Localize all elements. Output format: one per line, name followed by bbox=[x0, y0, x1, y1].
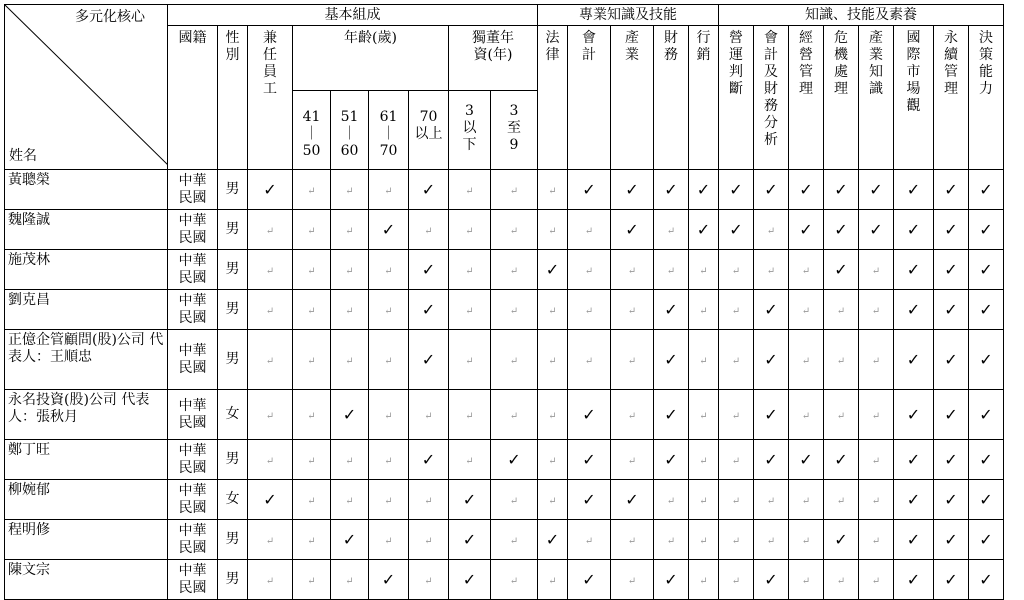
empty-cell bbox=[293, 440, 331, 480]
header-know-5: 國際市場觀 bbox=[894, 26, 934, 170]
nationality-cell: 中華民國 bbox=[168, 210, 218, 250]
empty-cell bbox=[293, 520, 331, 560]
empty-cell bbox=[824, 480, 859, 520]
empty-cell bbox=[248, 290, 293, 330]
empty-cell bbox=[409, 520, 449, 560]
check-mark-icon: ✓ bbox=[689, 170, 719, 210]
empty-cell bbox=[824, 560, 859, 600]
empty-cell bbox=[293, 250, 331, 290]
empty-cell bbox=[538, 170, 568, 210]
empty-cell bbox=[293, 480, 331, 520]
empty-cell bbox=[491, 560, 538, 600]
check-mark-icon: ✓ bbox=[969, 480, 1004, 520]
empty-cell bbox=[654, 210, 689, 250]
check-mark-icon: ✓ bbox=[934, 560, 969, 600]
table-row bbox=[5, 440, 1004, 480]
empty-cell bbox=[538, 440, 568, 480]
check-mark-icon: ✓ bbox=[789, 170, 824, 210]
empty-cell bbox=[449, 390, 491, 440]
empty-cell bbox=[538, 560, 568, 600]
empty-cell bbox=[409, 390, 449, 440]
board-diversity-table bbox=[4, 4, 1004, 600]
empty-cell bbox=[859, 560, 894, 600]
nationality-cell: 中華民國 bbox=[168, 170, 218, 210]
check-mark-icon: ✓ bbox=[894, 480, 934, 520]
empty-cell bbox=[491, 480, 538, 520]
empty-cell bbox=[491, 210, 538, 250]
gender-cell: 女 bbox=[218, 480, 248, 520]
check-mark-icon: ✓ bbox=[568, 480, 611, 520]
check-mark-icon: ✓ bbox=[824, 210, 859, 250]
empty-cell bbox=[491, 290, 538, 330]
director-name: 程明修 bbox=[5, 520, 168, 560]
empty-cell bbox=[369, 290, 409, 330]
nationality-cell: 中華民國 bbox=[168, 480, 218, 520]
empty-cell bbox=[248, 520, 293, 560]
empty-cell bbox=[409, 480, 449, 520]
empty-cell bbox=[369, 520, 409, 560]
nationality-cell: 中華民國 bbox=[168, 330, 218, 390]
empty-cell bbox=[293, 170, 331, 210]
empty-cell bbox=[538, 390, 568, 440]
check-mark-icon: ✓ bbox=[824, 520, 859, 560]
group-knowledge-header: 知識、技能及素養 bbox=[719, 5, 1004, 26]
table-row bbox=[5, 250, 1004, 290]
check-mark-icon: ✓ bbox=[568, 170, 611, 210]
check-mark-icon: ✓ bbox=[248, 170, 293, 210]
empty-cell bbox=[369, 390, 409, 440]
empty-cell bbox=[369, 440, 409, 480]
empty-cell bbox=[248, 330, 293, 390]
empty-cell bbox=[689, 520, 719, 560]
empty-cell bbox=[689, 390, 719, 440]
empty-cell bbox=[248, 210, 293, 250]
director-name: 陳文宗 bbox=[5, 560, 168, 600]
header-age: 年齡(歲) bbox=[293, 26, 449, 91]
check-mark-icon: ✓ bbox=[969, 290, 1004, 330]
check-mark-icon: ✓ bbox=[969, 330, 1004, 390]
check-mark-icon: ✓ bbox=[719, 210, 754, 250]
empty-cell bbox=[331, 250, 369, 290]
empty-cell bbox=[689, 290, 719, 330]
empty-cell bbox=[789, 480, 824, 520]
empty-cell bbox=[369, 250, 409, 290]
check-mark-icon: ✓ bbox=[449, 480, 491, 520]
check-mark-icon: ✓ bbox=[969, 210, 1004, 250]
empty-cell bbox=[789, 330, 824, 390]
gender-cell: 男 bbox=[218, 290, 248, 330]
check-mark-icon: ✓ bbox=[934, 330, 969, 390]
empty-cell bbox=[824, 330, 859, 390]
check-mark-icon: ✓ bbox=[824, 170, 859, 210]
empty-cell bbox=[568, 210, 611, 250]
corner-top-label: 多元化核心 bbox=[75, 9, 145, 25]
gender-cell: 男 bbox=[218, 560, 248, 600]
empty-cell bbox=[859, 520, 894, 560]
gender-cell: 女 bbox=[218, 390, 248, 440]
empty-cell bbox=[331, 210, 369, 250]
director-name: 黃聰榮 bbox=[5, 170, 168, 210]
empty-cell bbox=[331, 480, 369, 520]
nationality-cell: 中華民國 bbox=[168, 390, 218, 440]
empty-cell bbox=[611, 520, 654, 560]
empty-cell bbox=[611, 250, 654, 290]
empty-cell bbox=[719, 250, 754, 290]
empty-cell bbox=[248, 560, 293, 600]
header-tenure-range-1: 3至9 bbox=[491, 91, 538, 170]
empty-cell bbox=[789, 520, 824, 560]
empty-cell bbox=[293, 560, 331, 600]
check-mark-icon: ✓ bbox=[409, 290, 449, 330]
empty-cell bbox=[538, 210, 568, 250]
header-know-1: 會計及財務分析 bbox=[754, 26, 789, 170]
empty-cell bbox=[449, 330, 491, 390]
header-age-range-1: 51｜60 bbox=[331, 91, 369, 170]
empty-cell bbox=[449, 170, 491, 210]
check-mark-icon: ✓ bbox=[934, 210, 969, 250]
check-mark-icon: ✓ bbox=[568, 440, 611, 480]
empty-cell bbox=[491, 250, 538, 290]
check-mark-icon: ✓ bbox=[754, 170, 789, 210]
empty-cell bbox=[611, 440, 654, 480]
empty-cell bbox=[754, 250, 789, 290]
empty-cell bbox=[248, 250, 293, 290]
empty-cell bbox=[293, 290, 331, 330]
check-mark-icon: ✓ bbox=[754, 440, 789, 480]
empty-cell bbox=[449, 440, 491, 480]
check-mark-icon: ✓ bbox=[409, 440, 449, 480]
check-mark-icon: ✓ bbox=[568, 390, 611, 440]
header-know-7: 決策能力 bbox=[969, 26, 1004, 170]
check-mark-icon: ✓ bbox=[969, 390, 1004, 440]
empty-cell bbox=[859, 480, 894, 520]
check-mark-icon: ✓ bbox=[969, 560, 1004, 600]
nationality-cell: 中華民國 bbox=[168, 440, 218, 480]
check-mark-icon: ✓ bbox=[934, 520, 969, 560]
empty-cell bbox=[331, 290, 369, 330]
gender-cell: 男 bbox=[218, 440, 248, 480]
gender-cell: 男 bbox=[218, 330, 248, 390]
check-mark-icon: ✓ bbox=[654, 330, 689, 390]
check-mark-icon: ✓ bbox=[369, 210, 409, 250]
nationality-cell: 中華民國 bbox=[168, 520, 218, 560]
check-mark-icon: ✓ bbox=[894, 520, 934, 560]
check-mark-icon: ✓ bbox=[331, 390, 369, 440]
check-mark-icon: ✓ bbox=[934, 290, 969, 330]
table-row bbox=[5, 290, 1004, 330]
director-name: 魏隆誠 bbox=[5, 210, 168, 250]
gender-cell: 男 bbox=[218, 210, 248, 250]
check-mark-icon: ✓ bbox=[538, 520, 568, 560]
empty-cell bbox=[611, 330, 654, 390]
table-row bbox=[5, 330, 1004, 390]
empty-cell bbox=[449, 290, 491, 330]
check-mark-icon: ✓ bbox=[934, 390, 969, 440]
empty-cell bbox=[824, 290, 859, 330]
check-mark-icon: ✓ bbox=[248, 480, 293, 520]
check-mark-icon: ✓ bbox=[449, 560, 491, 600]
diagonal-line bbox=[5, 5, 168, 165]
header-employee: 兼任員工 bbox=[248, 26, 293, 170]
group-basic-header: 基本組成 bbox=[168, 5, 538, 26]
table-row bbox=[5, 170, 1004, 210]
empty-cell bbox=[689, 440, 719, 480]
empty-cell bbox=[859, 250, 894, 290]
header-prof-0: 法律 bbox=[538, 26, 568, 170]
header-know-3: 危機處理 bbox=[824, 26, 859, 170]
check-mark-icon: ✓ bbox=[491, 440, 538, 480]
empty-cell bbox=[789, 290, 824, 330]
empty-cell bbox=[538, 290, 568, 330]
header-prof-1: 會計 bbox=[568, 26, 611, 170]
header-age-range-3: 70以上 bbox=[409, 91, 449, 170]
empty-cell bbox=[248, 440, 293, 480]
check-mark-icon: ✓ bbox=[789, 440, 824, 480]
corner-header-cell bbox=[5, 5, 168, 170]
gender-cell: 男 bbox=[218, 520, 248, 560]
empty-cell bbox=[611, 390, 654, 440]
empty-cell bbox=[754, 210, 789, 250]
check-mark-icon: ✓ bbox=[449, 520, 491, 560]
empty-cell bbox=[293, 330, 331, 390]
check-mark-icon: ✓ bbox=[654, 290, 689, 330]
empty-cell bbox=[293, 390, 331, 440]
empty-cell bbox=[689, 480, 719, 520]
check-mark-icon: ✓ bbox=[969, 440, 1004, 480]
check-mark-icon: ✓ bbox=[934, 440, 969, 480]
check-mark-icon: ✓ bbox=[894, 210, 934, 250]
header-age-range-2: 61｜70 bbox=[369, 91, 409, 170]
empty-cell bbox=[491, 330, 538, 390]
empty-cell bbox=[491, 170, 538, 210]
empty-cell bbox=[689, 330, 719, 390]
header-know-6: 永續管理 bbox=[934, 26, 969, 170]
empty-cell bbox=[293, 210, 331, 250]
empty-cell bbox=[789, 560, 824, 600]
empty-cell bbox=[369, 480, 409, 520]
check-mark-icon: ✓ bbox=[969, 250, 1004, 290]
check-mark-icon: ✓ bbox=[409, 330, 449, 390]
empty-cell bbox=[369, 170, 409, 210]
check-mark-icon: ✓ bbox=[754, 560, 789, 600]
empty-cell bbox=[491, 520, 538, 560]
empty-cell bbox=[409, 560, 449, 600]
check-mark-icon: ✓ bbox=[689, 210, 719, 250]
check-mark-icon: ✓ bbox=[611, 210, 654, 250]
check-mark-icon: ✓ bbox=[611, 170, 654, 210]
group-professional-header: 專業知識及技能 bbox=[538, 5, 719, 26]
empty-cell bbox=[331, 170, 369, 210]
check-mark-icon: ✓ bbox=[754, 390, 789, 440]
empty-cell bbox=[719, 390, 754, 440]
nationality-cell: 中華民國 bbox=[168, 250, 218, 290]
header-prof-3: 財務 bbox=[654, 26, 689, 170]
empty-cell bbox=[331, 330, 369, 390]
empty-cell bbox=[568, 520, 611, 560]
header-tenure-range-0: 3以下 bbox=[449, 91, 491, 170]
empty-cell bbox=[538, 330, 568, 390]
empty-cell bbox=[654, 520, 689, 560]
empty-cell bbox=[331, 560, 369, 600]
header-tenure: 獨董年資(年) bbox=[449, 26, 538, 91]
check-mark-icon: ✓ bbox=[654, 170, 689, 210]
check-mark-icon: ✓ bbox=[409, 170, 449, 210]
empty-cell bbox=[754, 520, 789, 560]
empty-cell bbox=[409, 210, 449, 250]
empty-cell bbox=[689, 560, 719, 600]
check-mark-icon: ✓ bbox=[611, 480, 654, 520]
empty-cell bbox=[754, 480, 789, 520]
empty-cell bbox=[859, 390, 894, 440]
empty-cell bbox=[568, 330, 611, 390]
check-mark-icon: ✓ bbox=[568, 560, 611, 600]
empty-cell bbox=[719, 480, 754, 520]
empty-cell bbox=[789, 390, 824, 440]
check-mark-icon: ✓ bbox=[894, 440, 934, 480]
empty-cell bbox=[654, 480, 689, 520]
check-mark-icon: ✓ bbox=[331, 520, 369, 560]
table-row bbox=[5, 210, 1004, 250]
check-mark-icon: ✓ bbox=[824, 250, 859, 290]
check-mark-icon: ✓ bbox=[654, 390, 689, 440]
check-mark-icon: ✓ bbox=[894, 330, 934, 390]
header-know-2: 經營管理 bbox=[789, 26, 824, 170]
check-mark-icon: ✓ bbox=[894, 250, 934, 290]
check-mark-icon: ✓ bbox=[859, 210, 894, 250]
check-mark-icon: ✓ bbox=[894, 170, 934, 210]
check-mark-icon: ✓ bbox=[969, 520, 1004, 560]
empty-cell bbox=[824, 390, 859, 440]
check-mark-icon: ✓ bbox=[934, 250, 969, 290]
check-mark-icon: ✓ bbox=[754, 290, 789, 330]
empty-cell bbox=[568, 290, 611, 330]
check-mark-icon: ✓ bbox=[934, 170, 969, 210]
nationality-cell: 中華民國 bbox=[168, 290, 218, 330]
gender-cell: 男 bbox=[218, 250, 248, 290]
header-know-4: 產業知識 bbox=[859, 26, 894, 170]
check-mark-icon: ✓ bbox=[369, 560, 409, 600]
empty-cell bbox=[611, 560, 654, 600]
gender-cell: 男 bbox=[218, 170, 248, 210]
empty-cell bbox=[719, 330, 754, 390]
director-name: 永名投資(股)公司 代表人：張秋月 bbox=[5, 390, 168, 440]
check-mark-icon: ✓ bbox=[719, 170, 754, 210]
empty-cell bbox=[449, 210, 491, 250]
check-mark-icon: ✓ bbox=[654, 440, 689, 480]
header-age-range-0: 41｜50 bbox=[293, 91, 331, 170]
header-know-0: 營運判斷 bbox=[719, 26, 754, 170]
empty-cell bbox=[248, 390, 293, 440]
table-row bbox=[5, 520, 1004, 560]
check-mark-icon: ✓ bbox=[409, 250, 449, 290]
empty-cell bbox=[719, 560, 754, 600]
header-prof-2: 產業 bbox=[611, 26, 654, 170]
check-mark-icon: ✓ bbox=[824, 440, 859, 480]
director-name: 正億企管顧問(股)公司 代表人：王順忠 bbox=[5, 330, 168, 390]
empty-cell bbox=[449, 250, 491, 290]
empty-cell bbox=[719, 290, 754, 330]
empty-cell bbox=[369, 330, 409, 390]
check-mark-icon: ✓ bbox=[859, 170, 894, 210]
empty-cell bbox=[491, 390, 538, 440]
empty-cell bbox=[331, 440, 369, 480]
check-mark-icon: ✓ bbox=[538, 250, 568, 290]
empty-cell bbox=[538, 480, 568, 520]
empty-cell bbox=[611, 290, 654, 330]
empty-cell bbox=[789, 250, 824, 290]
table-row bbox=[5, 560, 1004, 600]
empty-cell bbox=[568, 250, 611, 290]
check-mark-icon: ✓ bbox=[789, 210, 824, 250]
empty-cell bbox=[719, 440, 754, 480]
check-mark-icon: ✓ bbox=[894, 390, 934, 440]
director-name: 劉克昌 bbox=[5, 290, 168, 330]
check-mark-icon: ✓ bbox=[894, 560, 934, 600]
header-nationality: 國籍 bbox=[168, 26, 218, 170]
check-mark-icon: ✓ bbox=[934, 480, 969, 520]
director-name: 鄭丁旺 bbox=[5, 440, 168, 480]
empty-cell bbox=[719, 520, 754, 560]
empty-cell bbox=[689, 250, 719, 290]
check-mark-icon: ✓ bbox=[654, 560, 689, 600]
corner-bottom-label: 姓名 bbox=[9, 148, 37, 164]
empty-cell bbox=[859, 440, 894, 480]
check-mark-icon: ✓ bbox=[969, 170, 1004, 210]
table-row bbox=[5, 480, 1004, 520]
header-gender: 性別 bbox=[218, 26, 248, 170]
table-row bbox=[5, 390, 1004, 440]
director-name: 柳婉郁 bbox=[5, 480, 168, 520]
empty-cell bbox=[654, 250, 689, 290]
nationality-cell: 中華民國 bbox=[168, 560, 218, 600]
check-mark-icon: ✓ bbox=[894, 290, 934, 330]
empty-cell bbox=[859, 330, 894, 390]
director-name: 施茂林 bbox=[5, 250, 168, 290]
empty-cell bbox=[859, 290, 894, 330]
check-mark-icon: ✓ bbox=[754, 330, 789, 390]
header-prof-4: 行銷 bbox=[689, 26, 719, 170]
